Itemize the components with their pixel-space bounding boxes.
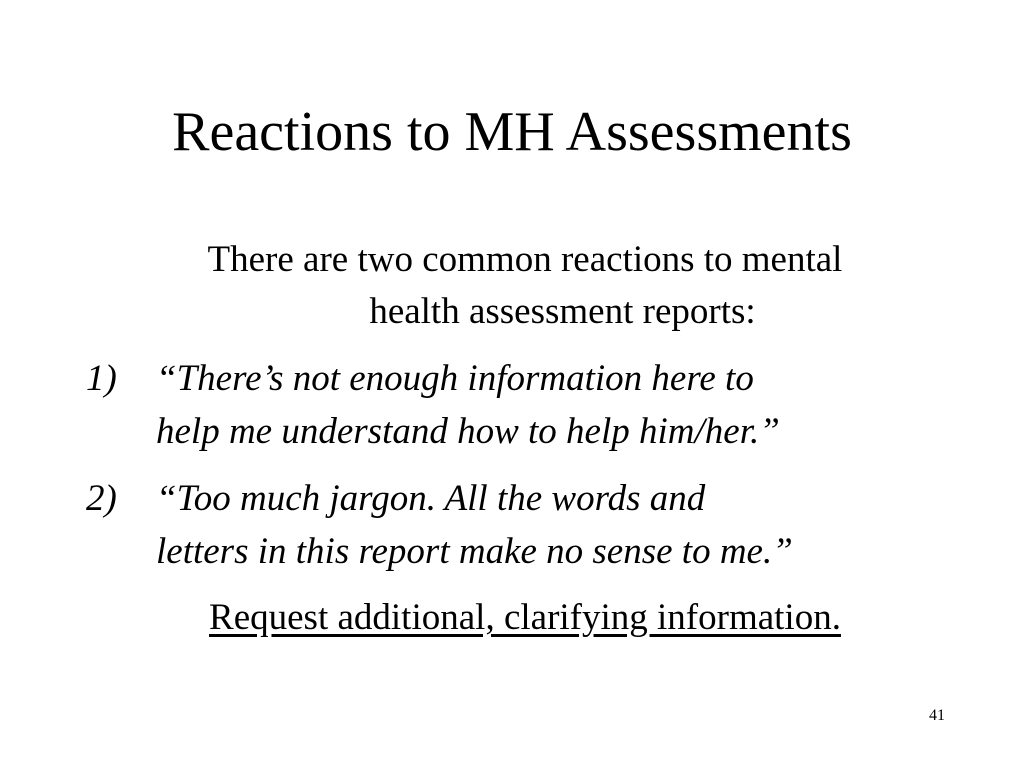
quote-line-1: “Too much jargon. All the words and: [156, 478, 706, 519]
quote-line-2: letters in this report make no sense to me.”: [156, 531, 793, 572]
list-item-quote: [156, 352, 780, 458]
quote-line-1: “There’s not enough information here to: [156, 358, 754, 399]
slide-title: Reactions to MH Assessments: [172, 101, 852, 163]
conclusion-text: Request additional, clarifying information.: [209, 597, 841, 638]
list-item-number: 2): [86, 478, 117, 519]
quote-line-2: help me understand how to help him/her.”: [156, 411, 780, 452]
intro-paragraph: [110, 234, 940, 338]
list-item-number: 1): [86, 358, 117, 399]
list-item: [86, 472, 966, 582]
intro-line-1: There are two common reactions to mental: [207, 239, 843, 280]
list-item: [86, 352, 966, 462]
slide-number: 41: [929, 707, 945, 724]
list-item-quote: [156, 472, 793, 578]
intro-line-2: health assessment reports:: [369, 291, 756, 332]
